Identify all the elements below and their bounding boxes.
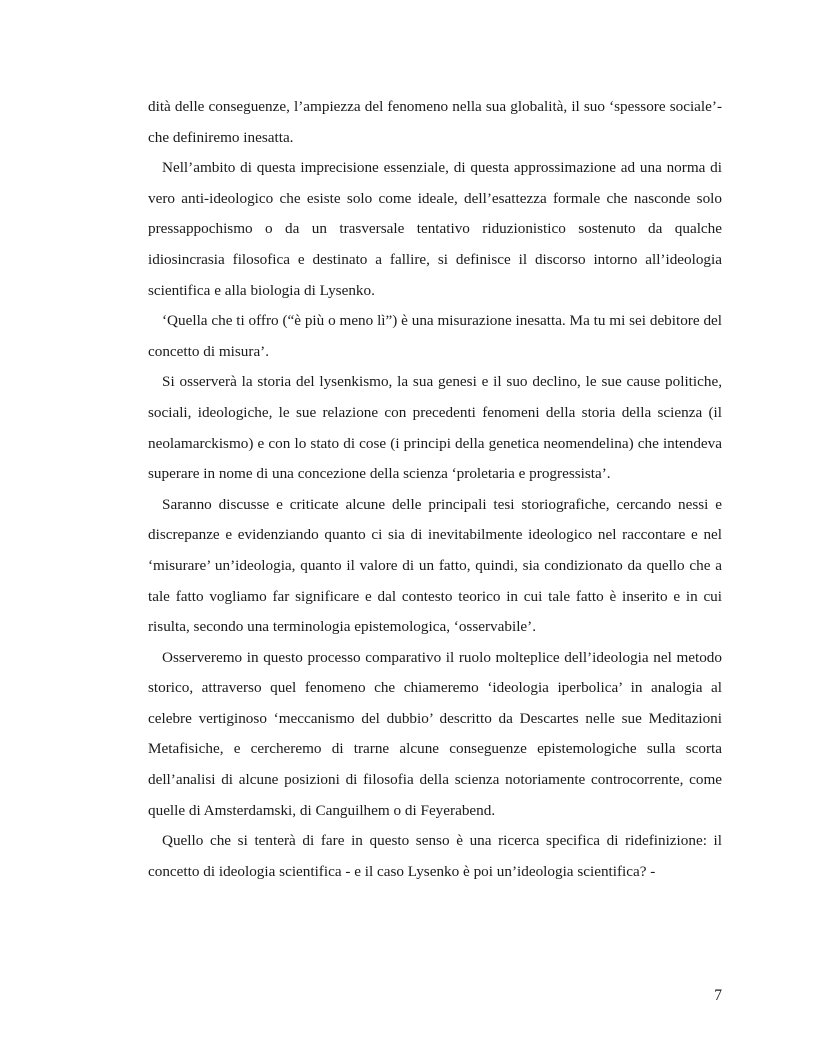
paragraph: Saranno discusse e criticate alcune delle principali tesi storiografiche, cercando nessi e discrepanze e evidenziando quanto ci sia di inevitabilmente ideologico nel raccontare e nel ‘misurare’ un’ideologia, quanto il valore di un fatto, quindi, sia condizionato da quello che a tale fatto vogliamo far significare e dal contesto teorico in cui tale fatto è inserito e in cui risulta, secondo una terminologia epistemologica, ‘osservabile’. <box>148 495 722 636</box>
page-number: 7 <box>714 987 722 1004</box>
paragraph: Nell’ambito di questa imprecisione essenziale, di questa approssimazione ad una norma di vero anti-ideologico che esiste solo come ideale, dell’esattezza formale che nasconde solo pressappochismo o da un trasversale tentativo riduzionistico sostenuto da qualche idiosincrasia filosofica e destinato a fallire, si definisce il discorso intorno all’ideologia scientifica e alla biologia di Lysenko. <box>148 159 722 299</box>
paragraph: ‘Quella che ti offro (“è più o meno lì”) è una misurazione inesatta. Ma tu mi sei debitore del concetto di misura’. <box>148 312 722 360</box>
body-text <box>148 92 722 887</box>
paragraph: Si osserverà la storia del lysenkismo, la sua genesi e il suo declino, le sue cause politiche, sociali, ideologiche, le sue relazione con precedenti fenomeni della storia della scienza (il neolamarckismo) e con lo stato di cose (i principi della genetica neomendelina) che intendeva superare in nome di una concezione della scienza ‘proletaria e progressista’. <box>148 373 722 483</box>
paragraph-continuation: dità delle conseguenze, l’ampiezza del fenomeno nella sua globalità, il suo ‘spessore sociale’- che definiremo inesatta. <box>148 98 722 146</box>
paragraph: Osserveremo in questo processo comparativo il ruolo molteplice dell’ideologia nel metodo storico, attraverso quel fenomeno che chiameremo ‘ideologia iperbolica’ in analogia al celebre vertiginoso ‘meccanismo del dubbio’ descritto da Descartes nelle sue Meditazioni Metafisiche, e cercheremo di trarne alcune conseguenze epistemologiche sulla scorta dell’analisi di alcune posizioni di filosofia della scienza notoriamente controcorrente, come quelle di Amsterdamski, di Canguilhem o di Feyerabend. <box>148 648 722 819</box>
paragraph: Quello che si tenterà di fare in questo senso è una ricerca specifica di ridefinizione: il concetto di ideologia scientifica - e il caso Lysenko è poi un’ideologia scientifica? - <box>148 832 722 880</box>
